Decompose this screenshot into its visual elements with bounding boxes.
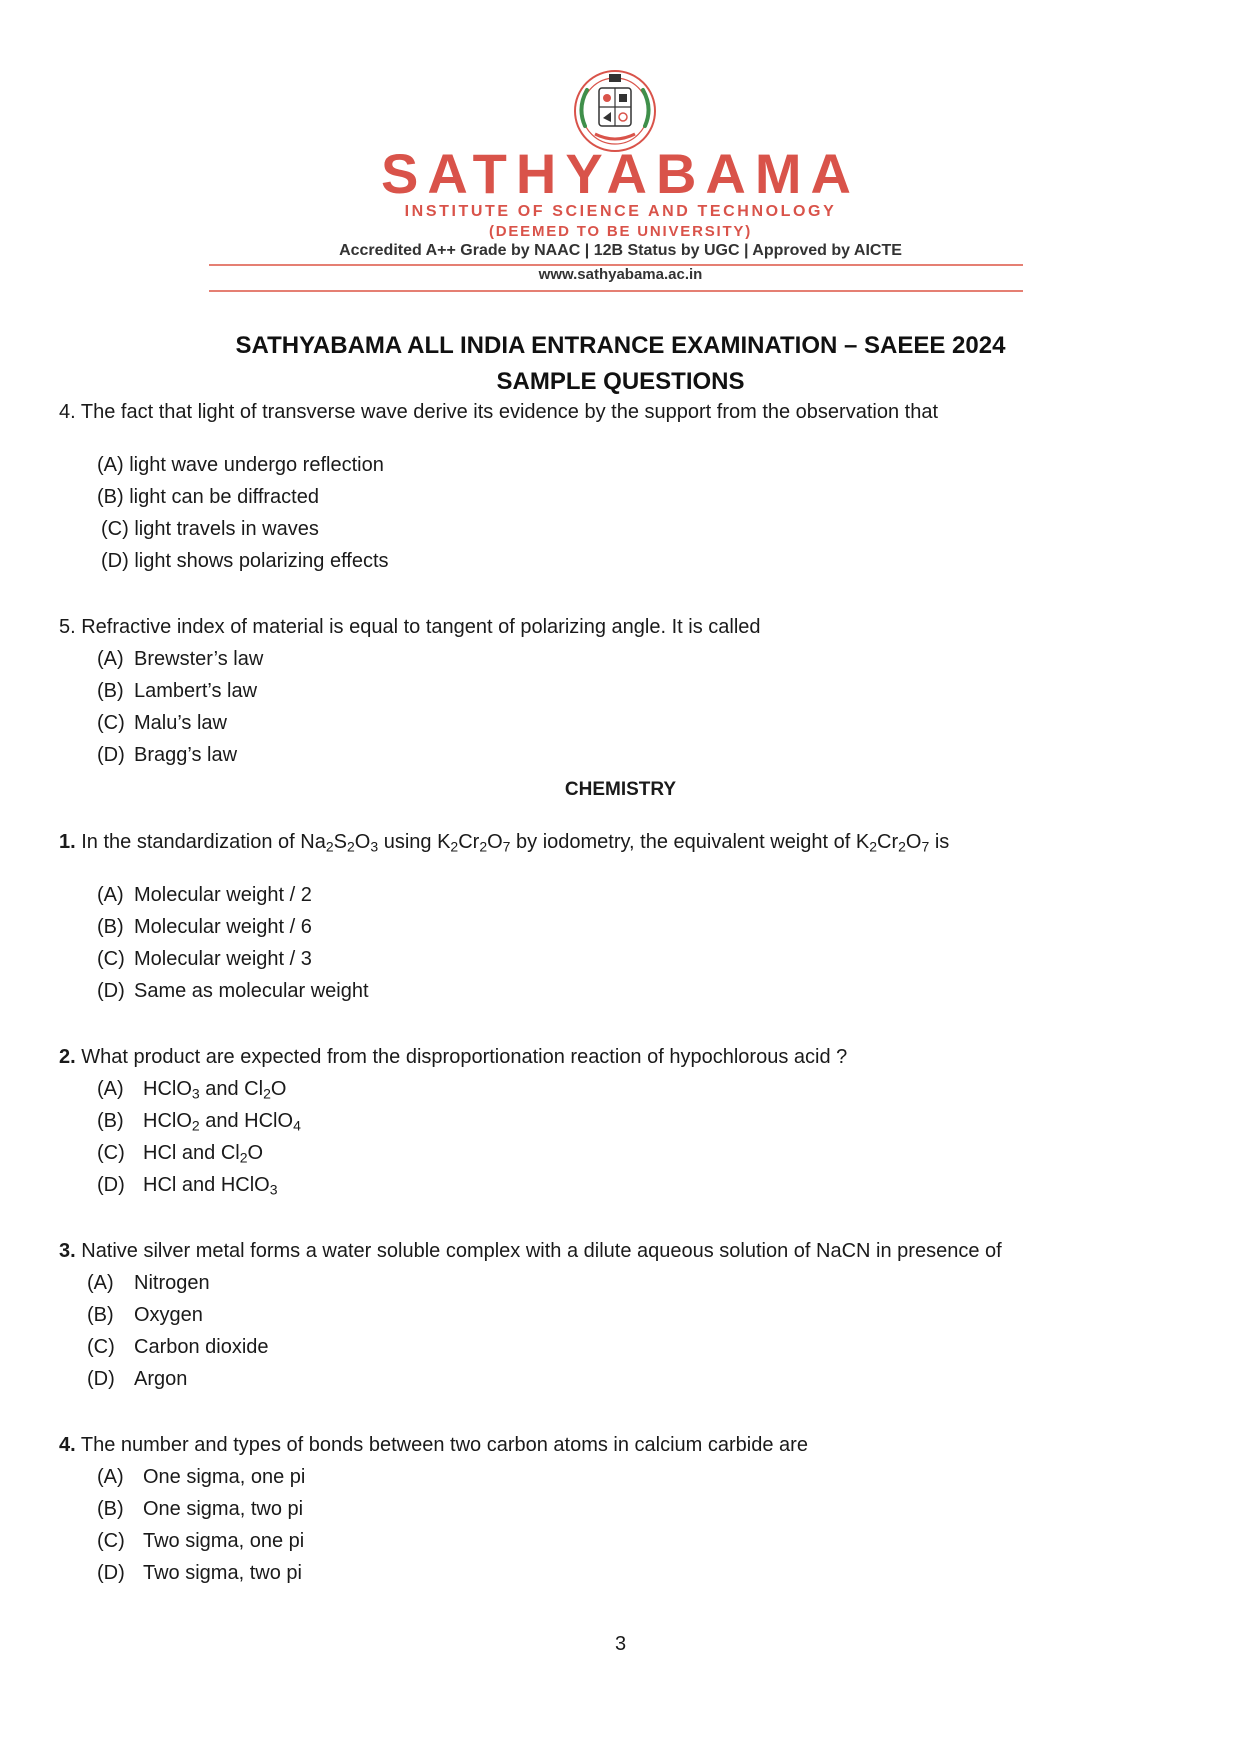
option-text: Two sigma, one pi [143,1530,305,1552]
question-text: O [905,831,922,853]
option-text: Carbon dioxide [134,1336,269,1358]
option-text: HClO [143,1078,192,1100]
section-heading-chemistry: CHEMISTRY [564,779,677,800]
question-text: is [929,831,950,853]
option-chemistry-4-b [97,1496,303,1522]
option-chemistry-3-d [87,1366,187,1392]
option-text: Nitrogen [134,1272,210,1294]
option-text: HClO [143,1110,192,1132]
option-chemistry-4-a [97,1464,305,1490]
option-chemistry-2-a [97,1076,286,1102]
option-label: (B) [97,680,124,702]
question-chemistry-4 [59,1432,808,1458]
question-chemistry-1 [59,829,949,855]
option-label: (D) [97,1174,125,1196]
option-label: (B) [97,1110,124,1132]
option-text: HCl and Cl [143,1142,240,1164]
option-chemistry-4-d [97,1560,302,1586]
question-physics-4: 4. The fact that light of transverse wave derive its evidence by the support from the observation that [59,401,938,423]
subscript: 2 [191,1117,200,1134]
question-text: Cr [458,831,480,853]
brand-name: SATHYABAMA [381,142,860,205]
option-label: (A) [97,1078,124,1100]
option-label: (C) [97,712,125,734]
exam-title: SATHYABAMA ALL INDIA ENTRANCE EXAMINATION – SAEEE 2024 [235,332,1006,359]
subscript: 3 [191,1085,200,1102]
option-chemistry-3-b [87,1302,203,1328]
option-label: (B) [97,916,124,938]
option-text: O [270,1078,287,1100]
option-label: (A) [97,648,124,670]
option-text: Argon [134,1368,188,1390]
subscript: 2 [325,838,334,855]
option-chemistry-4-c [97,1528,304,1554]
question-text: What product are expected from the disproportionation reaction of hypochlorous acid ? [75,1046,848,1068]
option-chemistry-1-c [97,946,312,972]
option-chemistry-2-c [97,1140,263,1166]
option-text: Brewster’s law [134,648,264,670]
question-chemistry-2 [59,1044,847,1070]
option-text: Oxygen [134,1304,203,1326]
question-text: by iodometry, the equivalent weight of K [510,831,870,853]
option-label: (B) [87,1304,114,1326]
website-link[interactable]: www.sathyabama.ac.in [538,266,703,283]
option-text: and Cl [199,1078,264,1100]
option-text: HCl and HClO [143,1174,270,1196]
option-chemistry-2-b [97,1108,301,1134]
option-physics-4-c: (C) light travels in waves [101,518,319,540]
question-physics-5: 5. Refractive index of material is equal to tangent of polarizing angle. It is called [59,616,761,638]
subscript: 7 [921,838,930,855]
option-text: O [247,1142,264,1164]
option-chemistry-1-a [97,882,312,908]
option-chemistry-3-a [87,1270,210,1296]
option-text: One sigma, two pi [143,1498,304,1520]
accreditation-line: Accredited A++ Grade by NAAC | 12B Status by UGC | Approved by AICTE [339,242,902,259]
option-physics-5-a [97,646,263,672]
option-chemistry-1-d [97,978,369,1004]
option-text: Malu’s law [134,712,227,734]
question-chemistry-3 [59,1238,1002,1264]
option-label: (D) [97,980,125,1002]
option-label: (D) [97,1562,125,1584]
subscript: 4 [293,1117,301,1134]
option-label: (C) [87,1336,115,1358]
question-text: S [333,831,347,853]
option-label: (A) [97,1466,124,1488]
question-text: Cr [877,831,899,853]
subscript: 3 [269,1181,278,1198]
deemed-university-note: (DEEMED TO BE UNIVERSITY) [488,223,753,240]
question-text: O [487,831,503,853]
subscript: 2 [239,1149,248,1166]
option-label: (D) [97,744,125,766]
option-physics-4-d: (D) light shows polarizing effects [101,550,389,572]
question-text: Native silver metal forms a water soluble complex with a dilute aqueous solution of NaCN in presence of [75,1240,1002,1262]
institute-name: INSTITUTE OF SCIENCE AND TECHNOLOGY [404,203,837,220]
option-text: Molecular weight / 6 [134,916,312,938]
subscript: 2 [346,838,355,855]
option-text: Bragg’s law [134,744,238,766]
option-text: Molecular weight / 3 [134,948,312,970]
page-number: 3 [614,1633,627,1655]
option-text: Two sigma, two pi [143,1562,302,1584]
option-text: Lambert’s law [134,680,258,702]
header-divider-bottom [209,290,1023,292]
subscript: 2 [263,1085,271,1102]
question-text: O [354,831,371,853]
option-chemistry-3-c [87,1334,269,1360]
option-physics-4-b: (B) light can be diffracted [97,486,319,508]
option-text: One sigma, one pi [143,1466,306,1488]
option-physics-5-d [97,742,237,768]
option-chemistry-1-b [97,914,312,940]
page-subtitle: SAMPLE QUESTIONS [496,368,745,395]
option-physics-5-c [97,710,227,736]
option-label: (A) [87,1272,114,1294]
question-text: In the standardization of Na [75,831,326,853]
subscript: 2 [869,838,877,855]
option-text: Molecular weight / 2 [134,884,312,906]
option-label: (A) [97,884,124,906]
subscript: 2 [450,838,459,855]
subscript: 2 [479,838,488,855]
option-label: (C) [97,1142,125,1164]
option-label: (B) [97,1498,124,1520]
question-number: 2. [59,1046,76,1068]
subscript: 7 [502,838,511,855]
option-physics-4-a: (A) light wave undergo reflection [97,454,384,476]
subscript: 2 [898,838,906,855]
option-chemistry-2-d [97,1172,278,1198]
question-number: 3. [59,1240,76,1262]
question-number: 1. [59,831,76,853]
option-label: (D) [87,1368,115,1390]
option-label: (C) [97,948,125,970]
option-physics-5-b [97,678,257,704]
option-text: and HClO [199,1110,294,1132]
question-text: The number and types of bonds between two carbon atoms in calcium carbide are [75,1434,808,1456]
subscript: 3 [370,838,379,855]
option-text: Same as molecular weight [134,980,369,1002]
question-text: using K [378,831,451,853]
question-number: 4. [59,1434,76,1456]
option-label: (C) [97,1530,125,1552]
